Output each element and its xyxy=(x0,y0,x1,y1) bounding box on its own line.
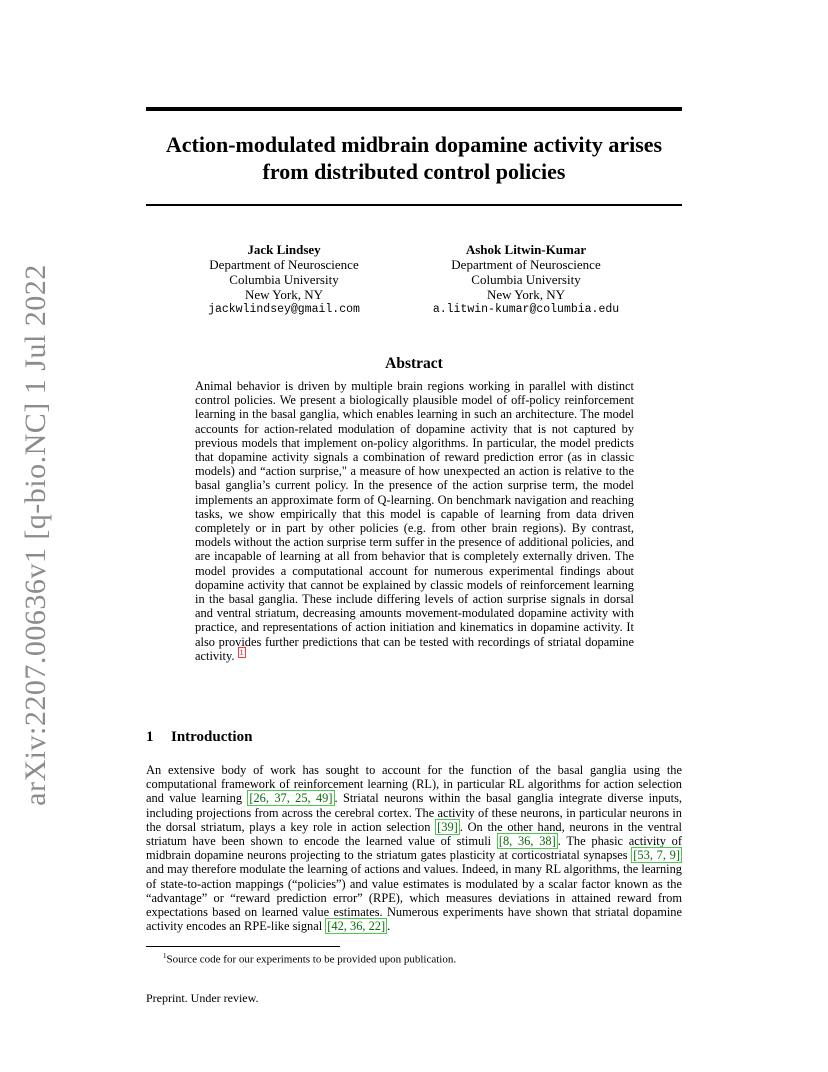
author-name: Jack Lindsey xyxy=(247,242,321,257)
citation-link[interactable] xyxy=(497,833,558,849)
citation-link[interactable] xyxy=(325,918,387,934)
intro-text: . xyxy=(387,919,391,934)
author-email: jackwlindsey@gmail.com xyxy=(208,303,360,316)
footnote-rule xyxy=(146,946,340,947)
intro-text: . On the other hand, neurons in the ventral striatum have been shown to encode the learned value of stimuli xyxy=(146,819,682,849)
section-heading xyxy=(146,729,252,746)
intro-paragraph xyxy=(146,763,682,933)
footnote-mark: 1 xyxy=(163,952,167,960)
intro-text: . The phasic activity of midbrain dopamine neurons projecting to the striatum gates plasticity at corticostriatal synapses xyxy=(146,834,682,863)
citation-text: [42, 36, 22] xyxy=(327,919,386,934)
arxiv-stamp xyxy=(14,264,58,806)
author-university: Columbia University xyxy=(471,272,581,287)
author-university: Columbia University xyxy=(229,272,339,287)
citation-text: [39] xyxy=(437,819,458,834)
author-email: a.litwin-kumar@columbia.edu xyxy=(432,303,620,316)
citation-text: [53, 7, 9] xyxy=(633,848,681,863)
author-department: Department of Neuroscience xyxy=(209,257,359,272)
footnote-link[interactable]: 1 xyxy=(239,647,244,657)
citation-text: [26, 37, 25, 49] xyxy=(249,791,333,806)
author-city: New York, NY xyxy=(244,287,323,302)
author-name: Ashok Litwin-Kumar xyxy=(465,242,587,257)
intro-text: An extensive body of work has sought to account for the function of the basal ganglia using the computational framework of reinforcement learning (RL), in particular RL algorithms for action selection and value learning xyxy=(146,763,682,806)
section-title: Introduction xyxy=(171,729,253,745)
title-rule-top xyxy=(146,107,682,111)
citation-text: [8, 36, 38] xyxy=(498,834,556,849)
section-number: 1 xyxy=(146,729,154,745)
author-city: New York, NY xyxy=(486,287,565,302)
author-block xyxy=(416,242,636,317)
citation-link[interactable] xyxy=(631,847,682,863)
author-block xyxy=(194,242,374,317)
abstract-heading: Abstract xyxy=(385,355,443,372)
intro-text: and may therefore modulate the learning of actions and values. Indeed, in many RL algorithms, the learning of state-to-action mappings (“policies”) and value estimates is modulated by a scalar factor known as the “advantage” or “reward prediction error” (RPE), which measures deviations in attained reward from expectations based on learned value estimates. Numerous experiments have shown that striatal dopamine activity encodes an RPE-like signal xyxy=(146,862,682,934)
arxiv-stamp-text: arXiv:2207.00636v1 [q-bio.NC] 1 Jul 2022 xyxy=(19,264,53,806)
preprint-note: Preprint. Under review. xyxy=(146,991,259,1005)
footnote-text: Source code for our experiments to be provided upon publication. xyxy=(166,953,457,966)
intro-text: . Striatal neurons within the basal ganglia integrate diverse inputs, including projections from across the cerebral cortex. The activity of these neurons, in particular neurons in the dorsal striatum, plays a key role in action selection xyxy=(146,791,682,834)
citation-link[interactable] xyxy=(247,790,334,806)
title-rule-bottom xyxy=(146,204,682,206)
footnote xyxy=(163,952,456,966)
author-department: Department of Neuroscience xyxy=(451,257,601,272)
abstract-body: Animal behavior is driven by multiple brain regions working in parallel with distinct control policies. We present a biologically plausible model of off-policy reinforcement learning in the basal ganglia, which enables learning in such an architecture. The model accounts for action-related modulation of dopamine activity that is not captured by previous models that implement on-policy algorithms. In particular, the model predicts that dopamine activity signals a combination of reward prediction error (as in classic models) and “action surprise," a measure of how unexpected an action is relative to the basal ganglia’s current policy. In the presence of the action surprise term, the model implements an approximate form of Q-learning. On benchmark navigation and reaching tasks, we show empirically that this model is capable of learning from data driven completely or in part by other policies (e.g. from other brain regions). By contrast, models without the action surprise term suffer in the presence of additional policies, and are incapable of learning at all from behavior that is completely externally driven. The model provides a computational account for numerous experimental findings about dopamine activity that cannot be explained by classic models of reinforcement learning in the basal ganglia. These include differing levels of action surprise signals in dorsal and ventral striatum, decreasing amounts movement-modulated dopamine activity with practice, and representations of action initiation and kinematics in dopamine activity. It also provides further predictions that can be tested with recordings of striatal dopamine activity. xyxy=(195,379,634,663)
abstract-text xyxy=(195,379,634,663)
citation-link[interactable] xyxy=(435,819,460,835)
paper-title: Action-modulated midbrain dopamine activity arises from distributed control policies xyxy=(165,132,663,184)
